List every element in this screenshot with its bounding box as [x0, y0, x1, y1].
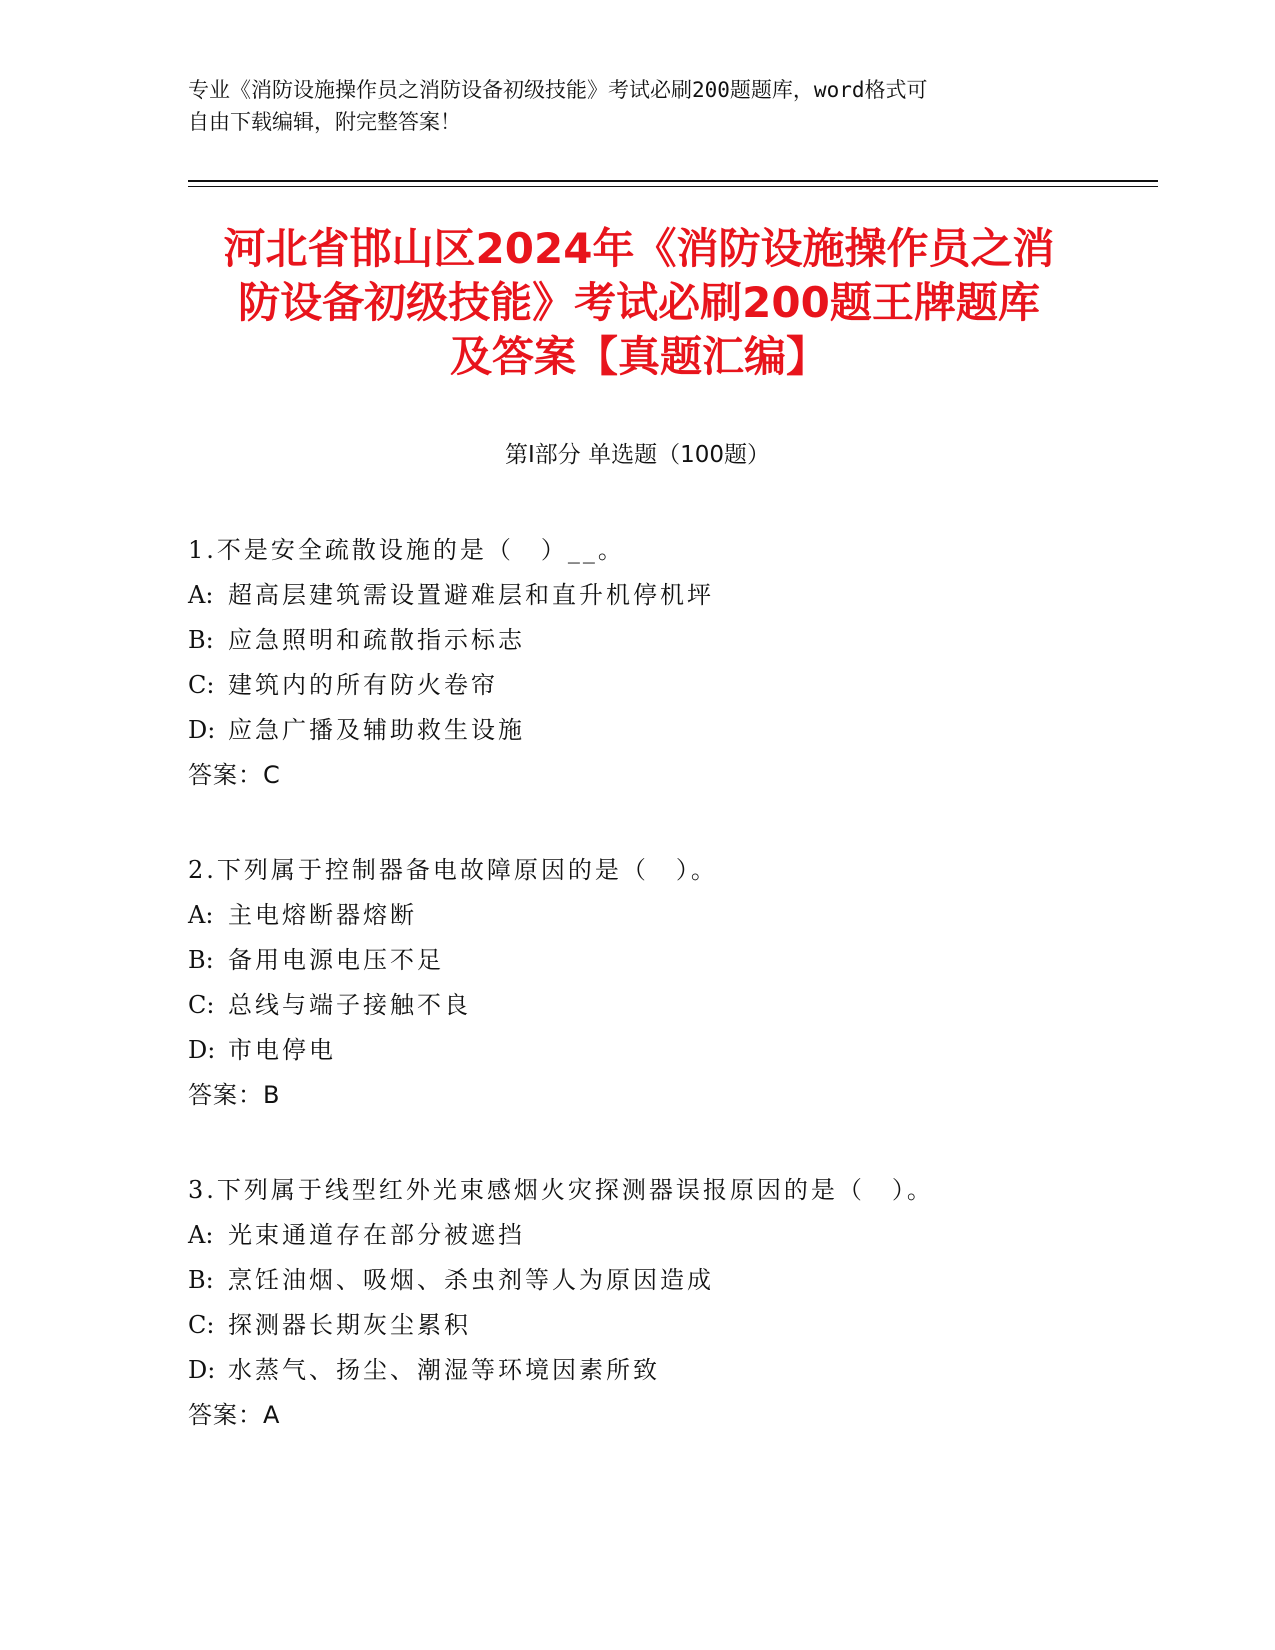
option-a [188, 893, 1168, 938]
header-note [188, 74, 1078, 138]
option-text: 光束通道存在部分被遮挡 [228, 1221, 525, 1249]
option-c [188, 983, 1168, 1028]
option-key: C: [188, 671, 215, 699]
answer-line: 答案：A [188, 1401, 281, 1429]
document-title-line-3: 及答案【真题汇编】 [449, 332, 828, 381]
option-b [188, 618, 1168, 663]
option-text: 应急照明和疏散指示标志 [228, 626, 525, 654]
option-text: 应急广播及辅助救生设施 [228, 716, 525, 744]
option-text: 建筑内的所有防火卷帘 [228, 671, 498, 699]
option-key: D: [188, 1356, 216, 1384]
option-d [188, 1348, 1168, 1393]
option-key: B: [188, 1266, 214, 1294]
header-note-line-1: 专业《消防设施操作员之消防设备初级技能》考试必刷200题题库，word格式可 [188, 78, 928, 102]
option-c [188, 1303, 1168, 1348]
option-d [188, 708, 1168, 753]
option-key: A: [188, 581, 214, 609]
question-2 [188, 848, 1168, 1118]
option-key: B: [188, 626, 214, 654]
document-title-line-2: 防设备初级技能》考试必刷200题王牌题库 [238, 278, 1040, 327]
option-key: D: [188, 1036, 216, 1064]
option-text: 主电熔断器熔断 [228, 901, 417, 929]
option-key: D: [188, 716, 216, 744]
option-text: 探测器长期灰尘累积 [228, 1311, 471, 1339]
question-stem: 1.不是安全疏散设施的是（ ）__。 [188, 536, 625, 564]
header-divider-thin [188, 186, 1158, 187]
option-text: 烹饪油烟、吸烟、杀虫剂等人为原因造成 [228, 1266, 714, 1294]
option-text: 总线与端子接触不良 [228, 991, 471, 1019]
question-3 [188, 1168, 1168, 1438]
option-a [188, 573, 1168, 618]
section-heading: 第Ⅰ部分 单选题（100题） [505, 442, 770, 468]
option-c [188, 663, 1168, 708]
question-1 [188, 528, 1168, 798]
option-key: A: [188, 1221, 214, 1249]
document-title [180, 222, 1098, 384]
option-text: 备用电源电压不足 [228, 946, 444, 974]
answer-line: 答案：C [188, 761, 281, 789]
option-b [188, 1258, 1168, 1303]
option-text: 市电停电 [228, 1036, 336, 1064]
header-divider [188, 180, 1158, 182]
question-stem: 2.下列属于控制器备电故障原因的是（ ）。 [188, 856, 718, 884]
option-b [188, 938, 1168, 983]
option-key: C: [188, 991, 215, 1019]
document-title-line-1: 河北省邯山区2024年《消防设施操作员之消 [223, 224, 1055, 273]
option-text: 水蒸气、扬尘、潮湿等环境因素所致 [228, 1356, 660, 1384]
option-a [188, 1213, 1168, 1258]
option-text: 超高层建筑需设置避难层和直升机停机坪 [228, 581, 714, 609]
answer-line: 答案：B [188, 1081, 281, 1109]
option-key: A: [188, 901, 214, 929]
option-key: B: [188, 946, 214, 974]
question-stem: 3.下列属于线型红外光束感烟火灾探测器误报原因的是（ ）。 [188, 1176, 934, 1204]
option-d [188, 1028, 1168, 1073]
header-note-line-2: 自由下载编辑，附完整答案！ [188, 110, 461, 134]
option-key: C: [188, 1311, 215, 1339]
